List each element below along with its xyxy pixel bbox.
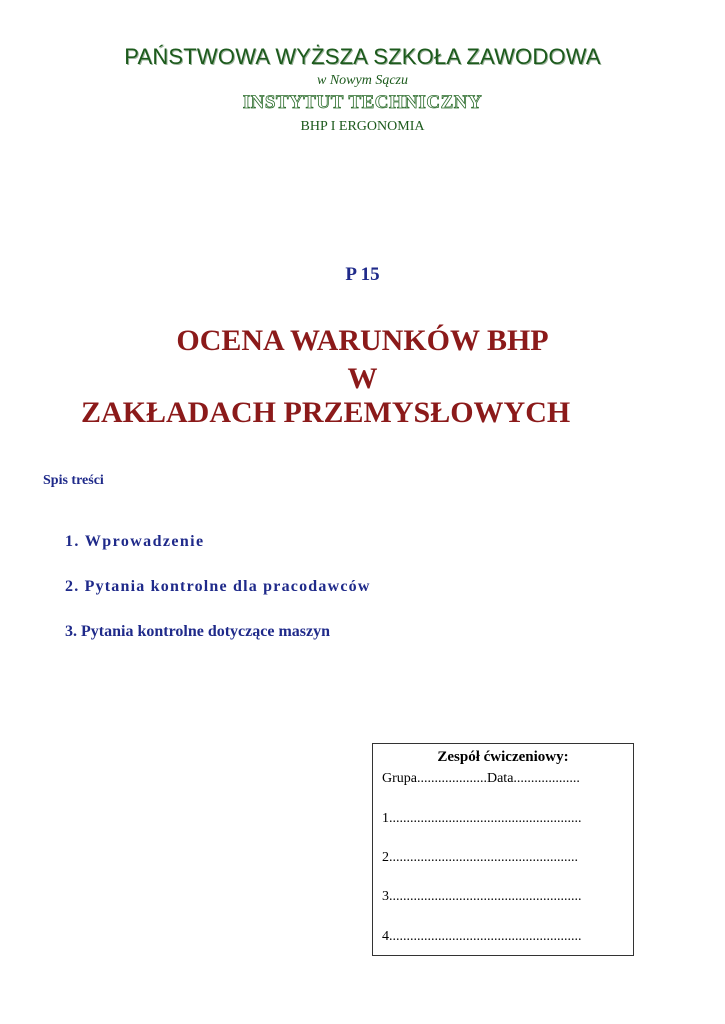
toc-item-machine-questions: 3. Pytania kontrolne dotyczące maszyn [65, 623, 331, 640]
document-code: P 15 [345, 264, 380, 285]
title-line-2: W [347, 362, 378, 395]
team-box-title: Zespół ćwiczeniowy: [437, 749, 569, 765]
toc-item-introduction: 1. Wprowadzenie [65, 533, 205, 550]
member-line-2: 2...................................................... [382, 850, 578, 865]
toc-label: Spis treści [43, 473, 104, 488]
toc-item-employer-questions: 2. Pytania kontrolne dla pracodawców [65, 578, 371, 595]
team-box [372, 743, 634, 956]
group-date-line: Grupa....................Data................... [382, 771, 580, 786]
university-name: PAŃSTWOWA WYŻSZA SZKOŁA ZAWODOWA [124, 44, 601, 69]
title-line-1: OCENA WARUNKÓW BHP [176, 324, 549, 357]
title-line-3: ZAKŁADACH PRZEMYSŁOWYCH [81, 396, 571, 429]
member-line-3: 3....................................................... [382, 889, 582, 904]
city-name: w Nowym Sączu [317, 73, 408, 88]
institute-name: INSTYTUT TECHNICZNY [242, 92, 483, 113]
member-line-1: 1....................................................... [382, 811, 582, 826]
department-name: BHP I ERGONOMIA [300, 119, 425, 134]
member-line-4: 4....................................................... [382, 929, 582, 944]
